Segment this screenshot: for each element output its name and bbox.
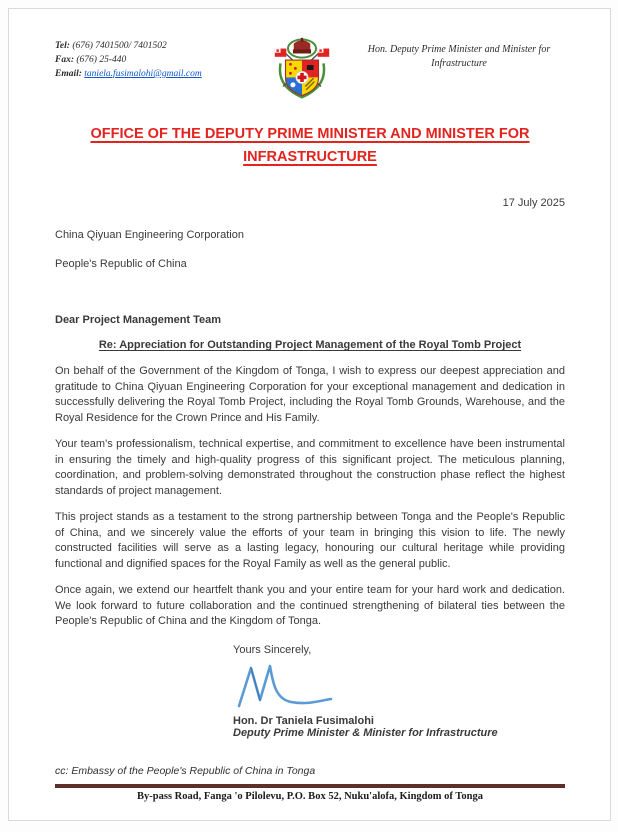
signatory-title: Deputy Prime Minister & Minister for Infrastructure bbox=[233, 726, 498, 739]
signature-container bbox=[233, 662, 565, 713]
recipient-line-1: China Qiyuan Engineering Corporation bbox=[55, 229, 244, 241]
paragraph-2: Your team's professionalism, technical expertise, and commitment to excellence have been instrumental in ensuring the timely and high-quality progress of this significant project. The meticulous planning, coordination, and problem-solving demonstrated throughout the construction phase reflect the highest standards of project management. bbox=[55, 438, 565, 497]
tonga-coat-of-arms-icon bbox=[269, 33, 335, 107]
minister-title: Hon. Deputy Prime Minister and Minister for Infrastructure bbox=[367, 44, 551, 69]
fax-label: Fax: bbox=[55, 55, 74, 65]
email-line bbox=[55, 67, 250, 81]
subject-line: Re: Appreciation for Outstanding Project Management of the Royal Tomb Project bbox=[98, 339, 522, 351]
email-link[interactable]: taniela.fusimalohi@gmail.com bbox=[84, 69, 202, 79]
email-label: Email: bbox=[55, 69, 82, 79]
paragraph-3: This project stands as a testament to the strong partnership between Tonga and the People's Republic of China, and we sincerely value the efforts of your team in bringing this vision to life. The newly constructed facilities will serve as a lasting legacy, honouring our cultural heritage while providing functional and dignified spaces for the Royal Family as well as the general public. bbox=[55, 511, 565, 570]
signatory-name: Hon. Dr Taniela Fusimalohi bbox=[233, 714, 374, 727]
paragraph-4: Once again, we extend our heartfelt thank you and your entire team for your hard work and dedication. We look forward to future collaboration and the continued strengthening of bilateral ties between the People's Republic of China and the Kingdom of Tonga. bbox=[55, 584, 565, 627]
letter-date: 17 July 2025 bbox=[502, 197, 565, 209]
office-title: OFFICE OF THE DEPUTY PRIME MINISTER AND MINISTER FOR INFRASTRUCTURE bbox=[90, 126, 530, 165]
cc-line: cc: Embassy of the People's Republic of China in Tonga bbox=[55, 764, 316, 777]
salutation: Dear Project Management Team bbox=[55, 314, 222, 326]
letter-page bbox=[8, 8, 611, 821]
paragraph-1: On behalf of the Government of the Kingdom of Tonga, I wish to express our deepest appreciation and gratitude to China Qiyuan Engineering Corporation for your exceptional management and dedication in successfully delivering the Royal Tomb Project, including the Royal Tomb Grounds, Warehouse, and the Royal Residence for the Crown Prince and His Family. bbox=[55, 365, 565, 424]
recipient-line-2: People's Republic of China bbox=[55, 258, 187, 270]
crest-container bbox=[250, 31, 353, 107]
tel-label: Tel: bbox=[55, 41, 70, 51]
contact-block bbox=[55, 31, 250, 81]
fax-value: (676) 25-440 bbox=[74, 55, 127, 65]
signature-icon bbox=[233, 662, 358, 708]
footer-address: By-pass Road, Fanga 'o Pilolevu, P.O. Box 52, Nuku'alofa, Kingdom of Tonga bbox=[137, 791, 483, 802]
footer bbox=[55, 784, 565, 802]
footer-rule bbox=[55, 784, 565, 788]
tel-value: (676) 7401500/ 7401502 bbox=[69, 41, 167, 51]
fax-line bbox=[55, 53, 250, 67]
tel-line bbox=[55, 39, 250, 53]
letterhead bbox=[55, 31, 565, 107]
closing: Yours Sincerely, bbox=[233, 643, 312, 656]
